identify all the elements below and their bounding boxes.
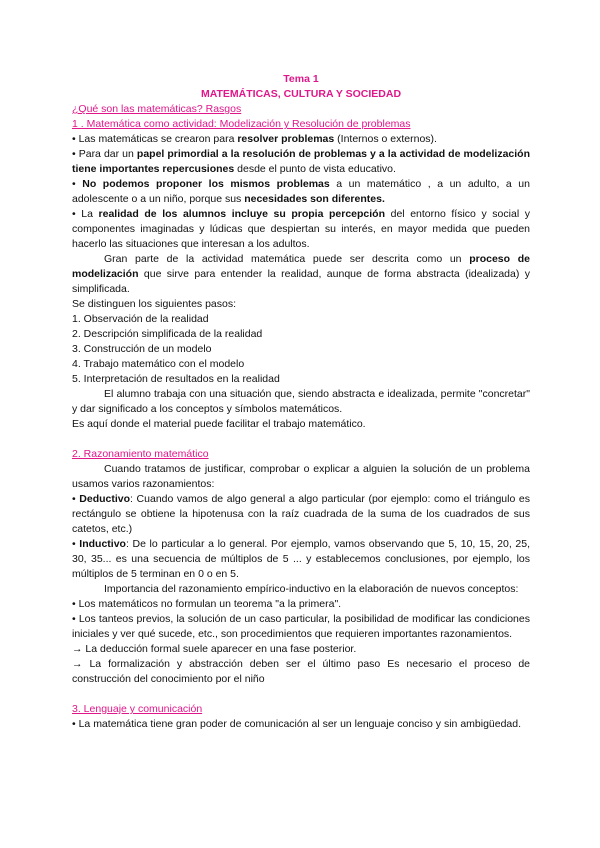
s3-bullet-1: • La matemática tiene gran poder de comunicación al ser un lenguaje conciso y sin ambigüedad.	[72, 718, 522, 730]
section-3-heading: 3. Lenguaje y comunicación	[72, 703, 203, 715]
s1-paragraph-2: El alumno trabaja con una situación que, siendo abstracta e idealizada, permite "concretar" y dar significado a los conceptos y símbolos matemáticos.	[72, 388, 530, 415]
s2-arrow-2: → La formalización y abstracción deben ser el último paso Es necesario el proceso de construcción del conocimiento por el niño	[72, 658, 530, 685]
step-item: 2. Descripción simplificada de la realidad	[72, 328, 263, 340]
s1-paragraph-1: Gran parte de la actividad matemática puede ser descrita como un proceso de modelización que sirve para entender la realidad, aunque de forma abstracta (idealizada) y simplificada.	[72, 253, 530, 295]
step-item: 5. Interpretación de resultados en la realidad	[72, 373, 280, 385]
steps-intro: Se distinguen los siguientes pasos:	[72, 298, 237, 310]
intro-heading: ¿Qué son las matemáticas? Rasgos	[72, 103, 242, 115]
page-title: MATEMÁTICAS, CULTURA Y SOCIEDAD	[200, 88, 402, 100]
s1-bullet-1: • Las matemáticas se crearon para resolver problemas (Internos o externos).	[72, 133, 437, 145]
spacer	[72, 432, 530, 447]
topic-label: Tema 1	[283, 73, 319, 85]
s2-bullet-deductivo: • Deductivo: Cuando vamos de algo general a algo particular (por ejemplo: como el triángulo es rectángulo se obtiene la hipotenusa con la raíz cuadrada de la suma de los cuadrados de sus catetos, etc.)	[72, 493, 530, 535]
s2-paragraph-1: Cuando tratamos de justificar, comprobar o explicar a alguien la solución de un problema usamos varios razonamientos:	[72, 463, 530, 490]
section-2-heading: 2. Razonamiento matemático	[72, 448, 209, 460]
step-item: 1. Observación de la realidad	[72, 313, 209, 325]
s2-bullet-inductivo: • Inductivo: De lo particular a lo general. Por ejemplo, vamos observando que 5, 10, 15, 20, 25, 30, 35... es una secuencia de múltiplos de 5 ... y establecemos conclusiones, por ejemplo, los múltiplos de 5 terminan en 0 o en 5.	[72, 538, 530, 580]
s2-paragraph-2: Importancia del razonamiento empírico-inductivo en la elaboración de nuevos conceptos:	[104, 583, 519, 595]
s2-bullet-3: • Los matemáticos no formulan un teorema "a la primera".	[72, 598, 342, 610]
step-item: 4. Trabajo matemático con el modelo	[72, 358, 245, 370]
s1-bullet-2: • Para dar un papel primordial a la resolución de problemas y a la actividad de modelización tiene importantes repercusiones desde el punto de vista educativo.	[72, 148, 530, 175]
s1-paragraph-3: Es aquí donde el material puede facilitar el trabajo matemático.	[72, 418, 366, 430]
s1-bullet-3: • No podemos proponer los mismos problemas a un matemático , a un adulto, a un adolescente o a un niño, porque sus necesidades son diferentes.	[72, 178, 530, 205]
section-1-heading: 1 . Matemática como actividad: Modelización y Resolución de problemas	[72, 118, 411, 130]
s2-arrow-1: → La deducción formal suele aparecer en una fase posterior.	[72, 643, 357, 655]
s1-bullet-4: • La realidad de los alumnos incluye su propia percepción del entorno físico y social y componentes imaginadas y lúdicas que despiertan su interés, en mayor medida que pueden hacerlo las situaciones que interesan a los adultos.	[72, 208, 530, 250]
step-item: 3. Construcción de un modelo	[72, 343, 212, 355]
spacer	[72, 687, 530, 702]
s2-bullet-4: • Los tanteos previos, la solución de un caso particular, la posibilidad de modificar las condiciones iniciales y ver qué sucede, etc., son procedimientos que requieren importantes razonamientos.	[72, 613, 530, 640]
